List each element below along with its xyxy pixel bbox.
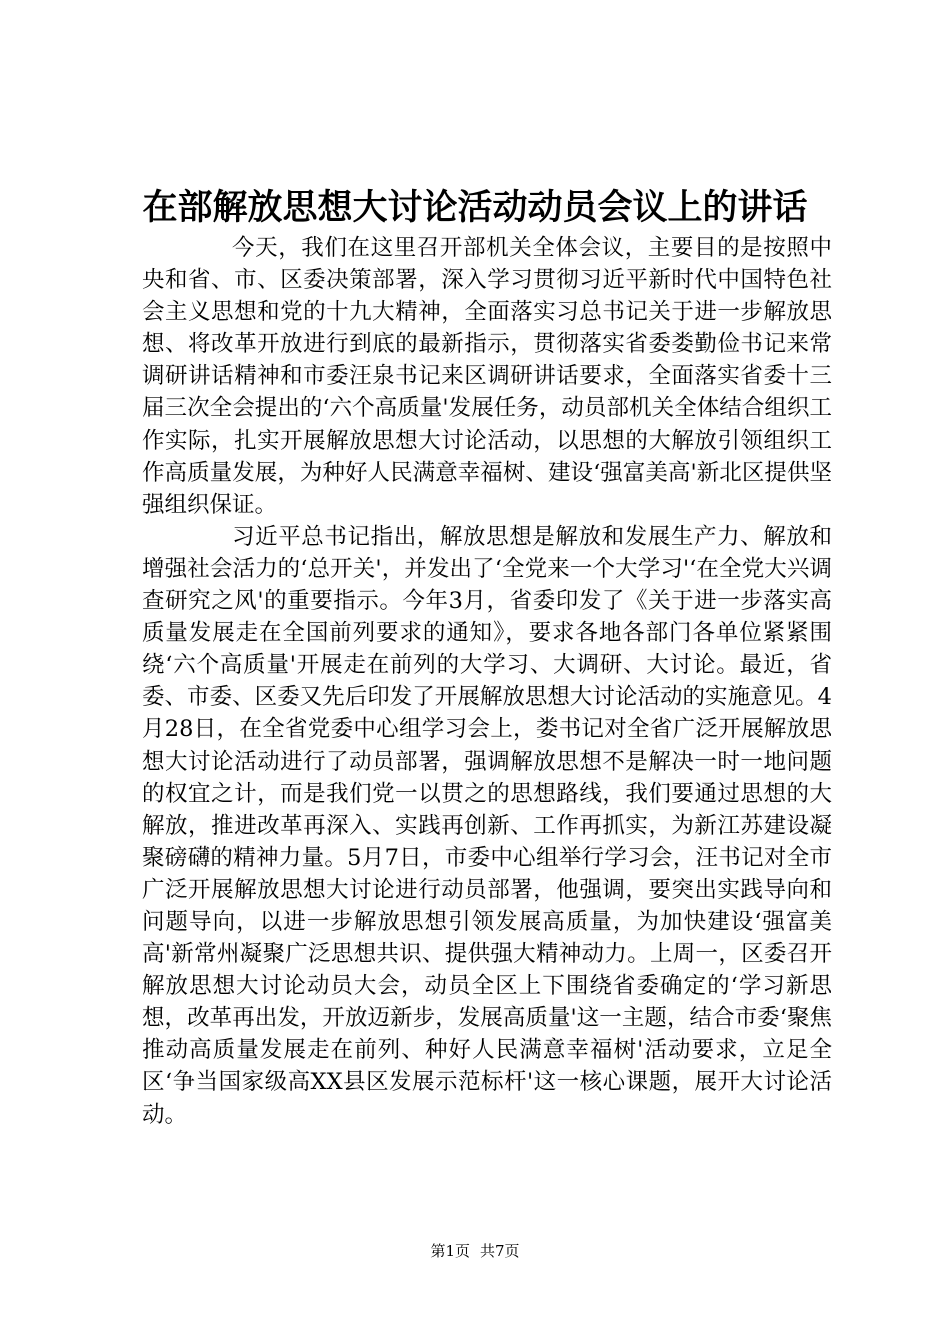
page-total: 共7页 — [480, 1242, 520, 1260]
paragraph-1: 今天，我们在这里召开部机关全体会议，主要目的是按照中央和省、市、区委决策部署，深入学习贯彻习近平新时代中国特色社会主义思想和党的十九大精神，全面落实习总书记关于进一步解放思想、将改革开放进行到底的最新指示，贯彻落实省委娄勤俭书记来常调研讲话精神和市委汪泉书记来区调研讲话要求，全面落实省委十三届三次全会提出的‘六个高质量'发展任务，动员部机关全体结合组织工作实际，扎实开展解放思想大讨论活动，以思想的大解放引领组织工作高质量发展，为种好人民满意幸福树、建设‘强富美高'新北区提供坚强组织保证。 — [142, 235, 832, 518]
page-number: 第1页 — [430, 1242, 470, 1260]
page-footer — [0, 1240, 950, 1262]
document-body — [142, 232, 832, 1131]
paragraph-2: 习近平总书记指出，解放思想是解放和发展生产力、解放和增强社会活力的‘总开关'，并发出了‘全党来一个大学习'‘在全党大兴调查研究之风'的重要指示。今年3月，省委印发了《关于进一步落实高质量发展走在全国前列要求的通知》，要求各地各部门各单位紧紧围绕‘六个高质量'开展走在前列的大学习、大调研、大讨论。最近，省委、市委、区委又先后印发了开展解放思想大讨论活动的实施意见。4月28日，在全省党委中心组学习会上，娄书记对全省广泛开展解放思想大讨论活动进行了动员部署，强调解放思想不是解决一时一地问题的权宜之计，而是我们党一以贯之的思想路线，我们要通过思想的大解放，推进改革再深入、实践再创新、工作再抓实，为新江苏建设凝聚磅礴的精神力量。5月7日，市委中心组举行学习会，汪书记对全市广泛开展解放思想大讨论进行动员部署，他强调，要突出实践导向和问题导向，以进一步解放思想引领发展高质量，为加快建设‘强富美高'新常州凝聚广泛思想共识、提供强大精神动力。上周一，区委召开解放思想大讨论动员大会，动员全区上下围绕省委确定的‘学习新思想，改革再出发，开放迈新步，发展高质量'这一主题，结合市委‘聚焦推动高质量发展走在前列、种好人民满意幸福树'活动要求，立足全区‘争当国家级高XX县区发展示范标杆'这一核心课题，展开大讨论活动。 — [142, 523, 832, 1128]
document-title: 在部解放思想大讨论活动动员会议上的讲话 — [142, 187, 808, 228]
